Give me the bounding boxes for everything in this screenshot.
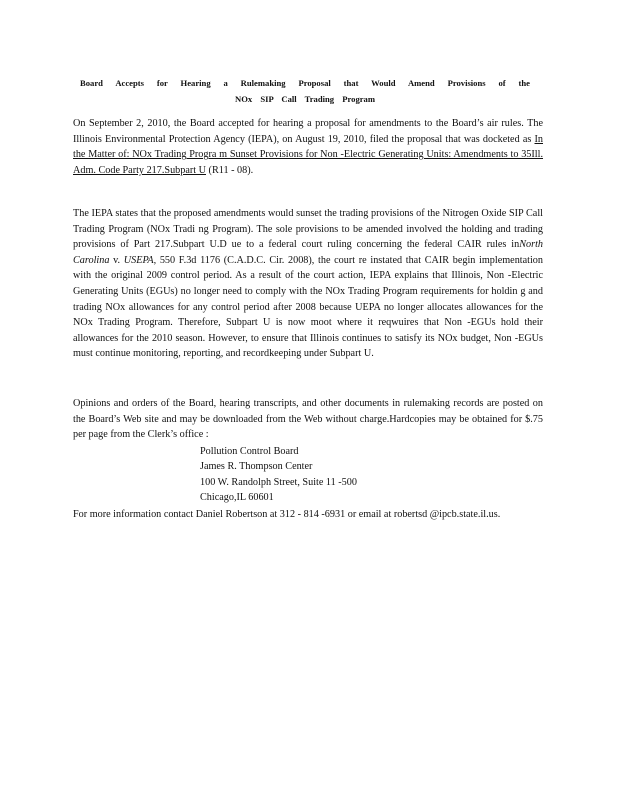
paragraph-filing-text: On September 2, 2010, the Board accepted for hearing a proposal for amendments to the Board’s air rules. The Illinois Environmental Protection Agency (IEPA), on August 19, 2010, filed the proposal that was docketed as [73, 118, 543, 145]
clerk-address [200, 444, 357, 506]
paragraph-summary-rest: 550 F.3d 1176 (C.A.D.C. Cir. 2008), the court re instated that CAIR begin implementation with the original 2009 control period. As a result of the court action, IEPA explains that Illinois, Non -Electric Generating Units (EGUs) no longer need to comply with the NOx Trading Program requirements for holdin g and trading NOx allowances for any control period after 2008 because UEPA no longer allocates allowances for the NOx Trading Program. Therefore, Subpart U is now moot where it reqwuires that Non -EGUs hold their allowances for the 2010 season. However, to ensure that Illinois continues to satisfy its NOx budget, Non -EGUs must continue monitoring, reporting, and recordkeeping under Subpart U. [73, 254, 543, 360]
case-name-plaintiff: North Carolina [73, 239, 543, 266]
docket-number: (R11 - 08). [206, 164, 254, 176]
case-versus: v. [109, 254, 124, 266]
paragraph-filing [73, 116, 543, 178]
title-line-2: NOx SIP Call Trading Program [234, 94, 376, 104]
case-name-defendant: USEPA, [123, 254, 157, 266]
address-line-2: James R. Thompson Center [200, 461, 313, 473]
address-line-4: Chicago,IL 60601 [200, 492, 274, 504]
paragraph-summary-text: The IEPA states that the proposed amendments would sunset the trading provisions of the Nitrogen Oxide SIP Call Trading Program (NOx Tradi ng Program). The sole provisions to be amended involved the holding and trading provisions of Part 217.Subpart U.D ue to a federal court ruling concerning the federal CAIR rules in [73, 208, 543, 251]
paragraph-documents: Opinions and orders of the Board, hearing transcripts, and other documents in rulemaking records are posted on the Board’s Web site and may be downloaded from the Web without charge.Hardcopies may be obtained for $.75 per page from the Clerk’s office : [73, 398, 543, 441]
title-line-1: Board Accepts for Hearing a Rulemaking Proposal that Would Amend Provisions of the [80, 78, 530, 88]
docket-title: In the Matter of: NOx Trading Progra m Sunset Provisions for Non -Electric Generating Units: Amendments to 35Ill. Adm. Code Party 217.Subpart U [73, 133, 543, 176]
document-title [80, 75, 530, 107]
address-line-3: 100 W. Randolph Street, Suite 11 -500 [200, 476, 357, 488]
paragraph-summary [73, 206, 543, 362]
paragraph-contact: For more information contact Daniel Robertson at 312 - 814 -6931 or email at robertsd @ipcb.state.il.us. [73, 509, 501, 520]
address-line-1: Pollution Control Board [200, 446, 299, 457]
